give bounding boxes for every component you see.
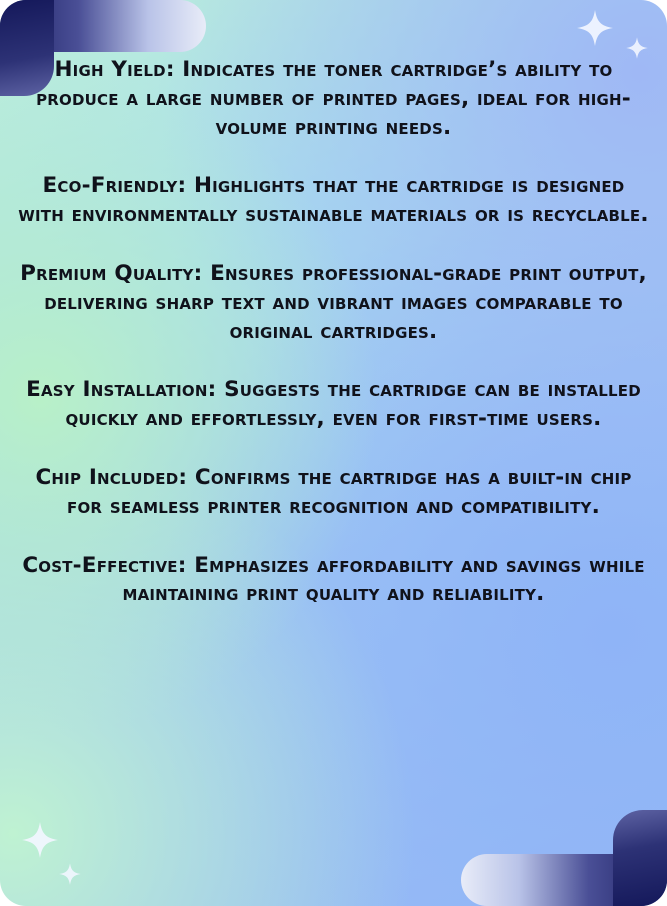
feature-item [12,260,655,346]
sparkle-icon [575,8,615,48]
feature-term: High Yield: [54,57,175,82]
feature-description: Indicates the toner cartridge’s ability to produce a large number of printed pages, ideal for high-volume printing needs. [36,57,631,140]
feature-item [12,56,655,142]
feature-item [12,376,655,434]
feature-description: Emphasizes affordability and savings while maintaining print quality and reliability. [122,552,645,607]
feature-item [12,464,655,522]
feature-description: Suggests the cartridge can be installed quickly and effortlessly, even for first-time users. [65,377,641,432]
feature-term: Chip Included: [35,464,188,490]
feature-term: Cost-Effective: [22,552,187,578]
feature-description: Highlights that the cartridge is designed with environmentally sustainable materials or is recyclable. [18,173,649,228]
feature-term: Eco-Friendly: [42,173,187,199]
feature-term: Easy Installation: [26,377,217,403]
feature-item [12,552,655,610]
feature-description: Confirms the cartridge has a built-in chip for seamless printer recognition and compatibility. [67,464,632,519]
feature-list [12,56,655,846]
feature-item [12,172,655,230]
feature-term: Premium Quality: [20,260,203,286]
feature-description: Ensures professional-grade print output, delivering sharp text and vibrant images comparable to original cartridges. [44,260,647,344]
sparkle-small-icon [58,862,82,886]
